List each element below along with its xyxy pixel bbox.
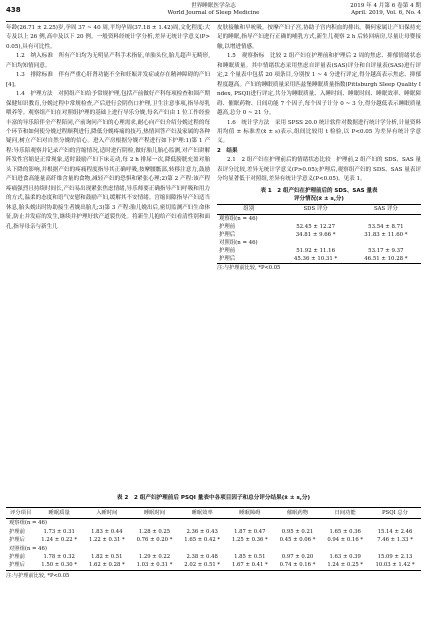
table-cell: 护理前 xyxy=(9,554,25,561)
table-cell: 0.45 ± 0.06 * xyxy=(279,537,316,544)
table-row xyxy=(6,536,421,544)
table-cell: 观察组(n = 46) xyxy=(9,520,47,527)
table2-header: 日间功能 xyxy=(321,508,369,519)
table-cell: 10.03 ± 1.42 * xyxy=(369,561,421,570)
table2-header: 催眠药物 xyxy=(274,508,322,519)
table-cell: 15.14 ± 2.46 xyxy=(377,528,413,535)
table-cell: 1.29 ± 0.22 xyxy=(138,554,171,561)
table-cell: 对照组(n = 46) xyxy=(9,545,47,552)
table-row xyxy=(217,231,421,239)
table-cell: 34.81 ± 9.66 * xyxy=(295,231,336,238)
table-cell: 1.62 ± 0.28 * xyxy=(83,561,131,570)
table-cell: 1.03 ± 0.31 * xyxy=(131,561,179,570)
left-column xyxy=(6,24,210,232)
table-cell xyxy=(280,239,350,247)
table2-header-row xyxy=(6,508,421,519)
table2-header: 睡眠效率 xyxy=(178,508,226,519)
table-cell: 31.83 ± 11.60 * xyxy=(364,231,408,238)
table-cell: 45.36 ± 10.31 * xyxy=(280,255,350,264)
table-cell: 1.65 ± 0.36 xyxy=(329,528,361,535)
table1-caption-line1: 表 1 2 组产妇在护理前后的 SDS、SAS 量表 xyxy=(260,187,378,194)
table-cell: 1.78 ± 0.32 xyxy=(43,554,75,561)
table-cell: 护理前 xyxy=(219,223,236,230)
table2-header: 评分项目 xyxy=(6,508,35,519)
table-cell: 15.09 ± 2.13 xyxy=(377,554,413,561)
paragraph-baseline: 年龄(26.71 ± 2.25)岁,孕周 37 ~ 40 周,平均孕周(37.18 ± 1.42)周,文化程度:大专及以上 26 例,高中及以下 20 例。一般资料经统计学分析,差异无统计学意义(P>0.05),具有可比性。 xyxy=(6,25,210,50)
table1-note: 注:与护理前比较, *P<0.05 xyxy=(217,264,281,271)
table-cell xyxy=(351,214,421,223)
right-column xyxy=(217,24,421,272)
table1-header: SAS 评分 xyxy=(351,204,421,214)
table-cell: 53.54 ± 8.71 xyxy=(368,223,404,230)
table-cell: 0.74 ± 0.16 * xyxy=(274,561,322,570)
table-row xyxy=(6,519,421,528)
table-cell xyxy=(351,239,421,247)
table2-header: PSQI 总分 xyxy=(369,508,421,519)
table-cell: 0.94 ± 0.16 * xyxy=(327,537,364,544)
paragraph-continued: 皮肤接触和早吮吸。按摩产妇子宫,协助子宫内积血的排出。稠何家属让产妇保持充足的睡眠,指导产妇进行正确的哺乳方式,新生儿观察 2 h 后转回病房,尽量让母婴接触,以增进情感。 xyxy=(217,25,421,50)
table-cell: 1.24 ± 0.25 * xyxy=(321,561,369,570)
table-cell: 7.46 ± 1.33 * xyxy=(377,537,413,544)
table-cell: 46.51 ± 10.28 * xyxy=(351,255,421,264)
table2-caption: 表 2 2 组产妇护理前后 PSQI 量表中各项目因子和总分评分结果(x̄ ± s,分) xyxy=(116,495,311,501)
paragraph-nursing-method: 1.4 护理方法 对照组产妇给予常规护理,包括产前做好产科每项检查和围产期保健知识教育,分娩过程中常规检查,产后进行会阴伤口护理,卫生注意事项,指导母乳喂养等。观察组产妇在对照组护理的基础上进行导乐分娩,每名产妇由 1 位工作经验丰富的导乐陪伴全产程陪同,产前询问产妇的心理需求,耐心向产妇介绍分娩过程的每个环节和如何使分娩过程顺利进行,降低分娩疼痛的技巧,热情回答产妇及家属的各种疑问,树立产妇对自然分娩的信心。进入产房根据分娩产程进行如下护理:1)第 1 产程:导乐陪观察并记录产妇的宫缩情况,适时进行阴检,做好胎儿胎心监测,对产妇讲解阵发性宫缩是正常现象,适时鼓励产妇下床走动,每 2 h 排尿一次,降低膀胱充盈对胎头下降的影响,并根据产妇的疼痛程度指导其正确呼吸,按摩腰骶部,转移注意力,鼓励产妇进食高能量高纤维含量的食物,减轻产妇的恐惧和紧张心理;2)第 2 产程:该产程疼痛强烈且持续时间长,产妇易出现紧张焦虑情绪,导乐师要正确指导产妇呼吸和用力的方式,温柔的态度和语气安慰和鼓励产妇,缓解其不安情绪。宫缩间隙指导产妇适当休息,胎头娩出时协助接生者娩出胎儿;3)第 3 产程:胎儿娩出后,密切监测产妇生命体征,防止并发症的发生,继续并护理好软产道裂伤处。将新生儿抱给产妇看清性别和面孔,指导母亲与新生儿 xyxy=(6,91,210,230)
header-rule xyxy=(6,21,421,22)
table-cell: 51.92 ± 11.16 xyxy=(296,247,335,254)
table-cell: 观察组(n = 46) xyxy=(219,215,258,222)
table-cell: 1.28 ± 0.25 xyxy=(138,528,171,535)
table-cell: 1.67 ± 0.41 * xyxy=(226,561,274,570)
page-number: 438 xyxy=(6,6,21,14)
table-cell xyxy=(280,214,350,223)
table-row xyxy=(6,553,421,561)
issue-info xyxy=(350,3,421,17)
paragraph-statistics: 1.6 统计学方法 采用 SPSS 20.0 统计软件对数据进行统计学分析,计量资料用均值 ± 标准差(x̄ ± s)表示,组间比较用 t 检验,以 P<0.05 为差异有统计学意义。 xyxy=(217,119,421,145)
table-cell: 0.76 ± 0.20 * xyxy=(136,537,173,544)
table-cell: 对照组(n = 46) xyxy=(219,239,258,246)
table2-block xyxy=(6,494,421,580)
table1-header: 组别 xyxy=(217,204,280,214)
journal-title-en: World Journal of Sleep Medicine xyxy=(167,10,260,16)
table-cell: 1.87 ± 0.47 xyxy=(234,528,266,535)
table-cell: 1.22 ± 0.31 * xyxy=(88,537,125,544)
table-row xyxy=(6,545,421,553)
table-cell: 护理前 xyxy=(9,528,25,535)
table-cell: 护理后 xyxy=(6,561,35,570)
table-cell: 53.17 ± 9.37 xyxy=(368,247,404,254)
table-cell: 1.73 ± 0.31 xyxy=(43,528,75,535)
table1-header: SDS 评分 xyxy=(280,204,350,214)
table2 xyxy=(6,507,421,571)
journal-title-cn: 世界睡眠医学杂志 xyxy=(191,3,236,9)
paragraph-inclusion: 1.2 纳入标准 所有产妇均为无明显产科手术指征,单胎头位,胎儿超声无畸形,产妇均知情同意。 xyxy=(6,53,210,69)
table-cell: 52.45 ± 12.27 xyxy=(296,223,335,230)
paragraph-results-2-1: 2.1 2 组产妇在护理前后的情绪状态比较 护理前,2 组产妇的 SDS、SAS 量表评分比较,差异无统计学意义(P>0.05);护理后,观察组产妇的 SDS、SAS 量表评分均显著低于对照组,差异有统计学意义(P<0.05)。见表 1。 xyxy=(217,157,421,183)
table-row xyxy=(217,247,421,255)
table2-header: 入睡时间 xyxy=(83,508,131,519)
table-cell: 1.25 ± 0.36 * xyxy=(231,537,268,544)
table-cell: 1.85 ± 0.51 xyxy=(234,554,266,561)
table-cell: 2.02 ± 0.51 * xyxy=(178,561,226,570)
table-cell: 0.97 ± 0.20 xyxy=(281,554,314,561)
table-cell: 1.83 ± 0.44 xyxy=(91,528,123,535)
table-cell: 1.82 ± 0.51 xyxy=(91,554,123,561)
issue-date-cn: 2019 年 4 月第 6 卷第 4 期 xyxy=(350,3,421,9)
table2-header: 睡眠障碍 xyxy=(226,508,274,519)
table2-header: 睡眠质量 xyxy=(35,508,83,519)
table1-caption-line2: 评分情况(x̄ ± s,分) xyxy=(294,195,344,202)
table2-header: 睡眠时间 xyxy=(131,508,179,519)
table1-header-row xyxy=(217,204,421,214)
table-cell: 1.63 ± 0.39 xyxy=(329,554,361,561)
table2-note: 注:与护理前比较, *P<0.05 xyxy=(6,572,70,579)
table-cell: 1.65 ± 0.42 * xyxy=(184,537,221,544)
table-cell: 0.95 ± 0.21 xyxy=(281,528,314,535)
table-cell: 护理后 xyxy=(9,537,25,544)
table-cell: 护理前 xyxy=(219,247,236,254)
table-cell: 护理后 xyxy=(217,255,280,264)
table-row xyxy=(217,239,421,247)
table-cell: 1.24 ± 0.22 * xyxy=(41,537,78,544)
paragraph-exclusion: 1.3 排除标准 伴有严重心肝肾功能不全和妊娠并发症或存在精神障碍的产妇[4]。 xyxy=(6,72,210,88)
paragraph-indicators: 1.5 观察指标 比较 2 组产妇在护理前和护理后 2 周的焦虑、抑郁情绪状态和睡眠质量。其中情绪状态采用焦虑自评量表(SAS)评分和自评量表(SAS)进行评定,2 个量表中包括 20 项条目,分别按 1 ~ 4 分进行评定,得分越高表示焦虑、抑郁程度越高。产妇的睡眠质量采用匹兹堡睡眠质量指数(Pittsburgh Sleep Quality Index, PSQI)进行评定,共分为睡眠质量、入睡时间、睡眠时间、睡眠效率、睡眠障碍、催眠药物、日间功能 7 个因子,每个因子计分 0 ~ 3 分,得分越低表示睡眠质量越高,总分 0 ~ 21 分。 xyxy=(217,53,421,117)
issue-date-en: April. 2019, Vol. 6, No. 4 xyxy=(351,10,421,16)
table-row xyxy=(217,214,421,223)
table-row xyxy=(217,255,421,264)
table-cell: 1.50 ± 0.30 * xyxy=(35,561,83,570)
table-cell: 2.36 ± 0.43 xyxy=(186,528,218,535)
table-row xyxy=(217,223,421,231)
table-cell: 护理后 xyxy=(219,231,236,238)
table1-caption xyxy=(217,187,421,203)
section-heading-results: 2 结果 xyxy=(217,147,238,154)
table-row xyxy=(6,528,421,536)
table1 xyxy=(217,204,421,264)
table-cell: 2.38 ± 0.48 xyxy=(186,554,218,561)
table-row xyxy=(6,561,421,570)
